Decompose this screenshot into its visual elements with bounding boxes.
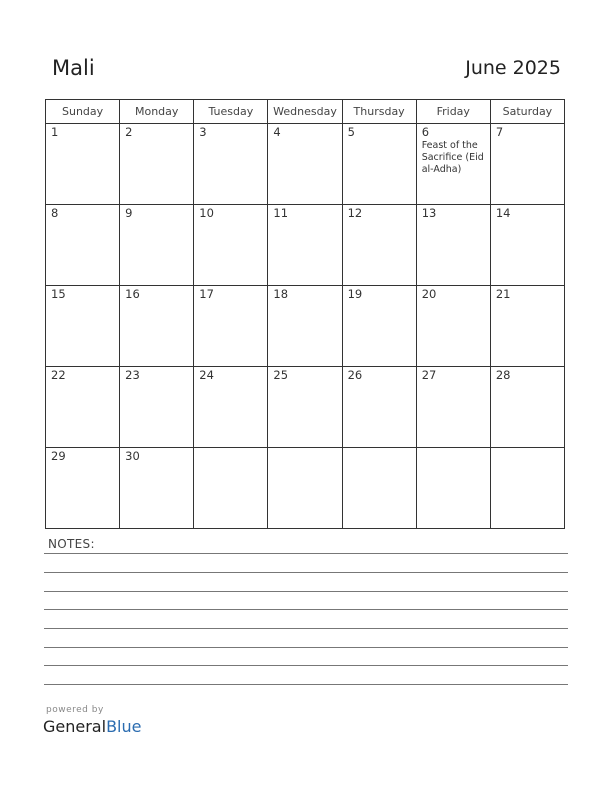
day-cell bbox=[194, 205, 268, 286]
day-number: 13 bbox=[421, 206, 437, 220]
day-cell bbox=[194, 286, 268, 367]
note-line bbox=[44, 647, 568, 648]
day-number: 28 bbox=[495, 368, 511, 382]
day-number: 24 bbox=[199, 368, 214, 382]
day-number: 30 bbox=[125, 449, 140, 463]
day-cell bbox=[342, 448, 416, 529]
day-number: 29 bbox=[51, 449, 66, 463]
day-number: 20 bbox=[421, 287, 437, 301]
weekday-header: Saturday bbox=[490, 100, 564, 124]
note-line bbox=[44, 591, 568, 592]
day-number: 2 bbox=[125, 125, 133, 139]
note-line bbox=[44, 684, 568, 685]
note-line bbox=[44, 572, 568, 573]
day-number: 8 bbox=[51, 206, 59, 220]
day-number: 22 bbox=[51, 368, 66, 382]
day-cell bbox=[268, 205, 342, 286]
week-row bbox=[46, 124, 565, 205]
day-cell bbox=[120, 124, 194, 205]
weekday-header: Thursday bbox=[342, 100, 416, 124]
day-cell bbox=[46, 124, 120, 205]
day-number: 5 bbox=[347, 125, 355, 139]
day-number: 19 bbox=[347, 287, 363, 301]
day-cell bbox=[342, 286, 416, 367]
week-row bbox=[46, 448, 565, 529]
day-number: 11 bbox=[273, 206, 289, 220]
day-cell bbox=[46, 286, 120, 367]
note-line bbox=[44, 609, 568, 610]
day-cell bbox=[46, 205, 120, 286]
day-cell bbox=[194, 367, 268, 448]
day-number: 21 bbox=[495, 287, 511, 301]
week-row bbox=[46, 286, 565, 367]
weekday-header: Sunday bbox=[46, 100, 120, 124]
day-number: 26 bbox=[347, 368, 363, 382]
week-row bbox=[46, 205, 565, 286]
month-title: June 2025 bbox=[465, 57, 561, 79]
country-title: Mali bbox=[52, 56, 95, 80]
day-cell bbox=[416, 367, 490, 448]
day-cell bbox=[342, 367, 416, 448]
brand-blue: Blue bbox=[106, 717, 142, 736]
day-cell bbox=[120, 286, 194, 367]
day-number: 6 bbox=[421, 125, 430, 139]
note-line bbox=[44, 553, 568, 554]
day-number: 18 bbox=[273, 287, 289, 301]
day-cell bbox=[490, 205, 564, 286]
day-cell bbox=[120, 205, 194, 286]
day-cell bbox=[120, 448, 194, 529]
day-cell bbox=[46, 367, 120, 448]
day-cell bbox=[120, 367, 194, 448]
day-cell bbox=[490, 367, 564, 448]
brand-general: General bbox=[43, 717, 107, 736]
day-cell bbox=[268, 448, 342, 529]
day-number: 16 bbox=[125, 287, 140, 301]
weekday-header: Tuesday bbox=[194, 100, 268, 124]
day-number: 23 bbox=[125, 368, 140, 382]
day-cell bbox=[46, 448, 120, 529]
weekday-header: Wednesday bbox=[268, 100, 342, 124]
day-cell bbox=[416, 124, 490, 205]
day-number: 27 bbox=[421, 368, 437, 382]
day-number: 14 bbox=[495, 206, 511, 220]
day-cell bbox=[416, 205, 490, 286]
day-number: 15 bbox=[51, 287, 66, 301]
weekday-header: Monday bbox=[120, 100, 194, 124]
day-cell bbox=[268, 367, 342, 448]
day-cell bbox=[490, 448, 564, 529]
day-number: 25 bbox=[273, 368, 289, 382]
day-cell bbox=[342, 205, 416, 286]
day-cell bbox=[342, 124, 416, 205]
day-number: 1 bbox=[51, 125, 59, 139]
day-cell bbox=[490, 124, 564, 205]
day-number: 7 bbox=[495, 125, 504, 139]
generalblue-logo bbox=[43, 717, 141, 736]
day-number: 10 bbox=[199, 206, 214, 220]
week-row bbox=[46, 367, 565, 448]
day-cell bbox=[194, 448, 268, 529]
powered-by-text: powered by bbox=[46, 705, 104, 715]
day-number: 3 bbox=[199, 125, 207, 139]
calendar-grid bbox=[45, 99, 565, 529]
day-number: 17 bbox=[199, 287, 214, 301]
notes-label: NOTES: bbox=[48, 537, 95, 551]
day-cell bbox=[268, 286, 342, 367]
day-number: 4 bbox=[273, 125, 281, 139]
day-cell bbox=[194, 124, 268, 205]
day-number: 9 bbox=[125, 206, 133, 220]
note-line bbox=[44, 628, 568, 629]
weekday-header: Friday bbox=[416, 100, 490, 124]
holiday-label: Feast of the Sacrifice (Eid al-Adha) bbox=[421, 140, 484, 175]
weekday-header-row bbox=[46, 100, 565, 124]
day-cell bbox=[490, 286, 564, 367]
day-cell bbox=[268, 124, 342, 205]
day-cell bbox=[416, 286, 490, 367]
day-number: 12 bbox=[347, 206, 363, 220]
day-cell bbox=[416, 448, 490, 529]
note-line bbox=[44, 665, 568, 666]
